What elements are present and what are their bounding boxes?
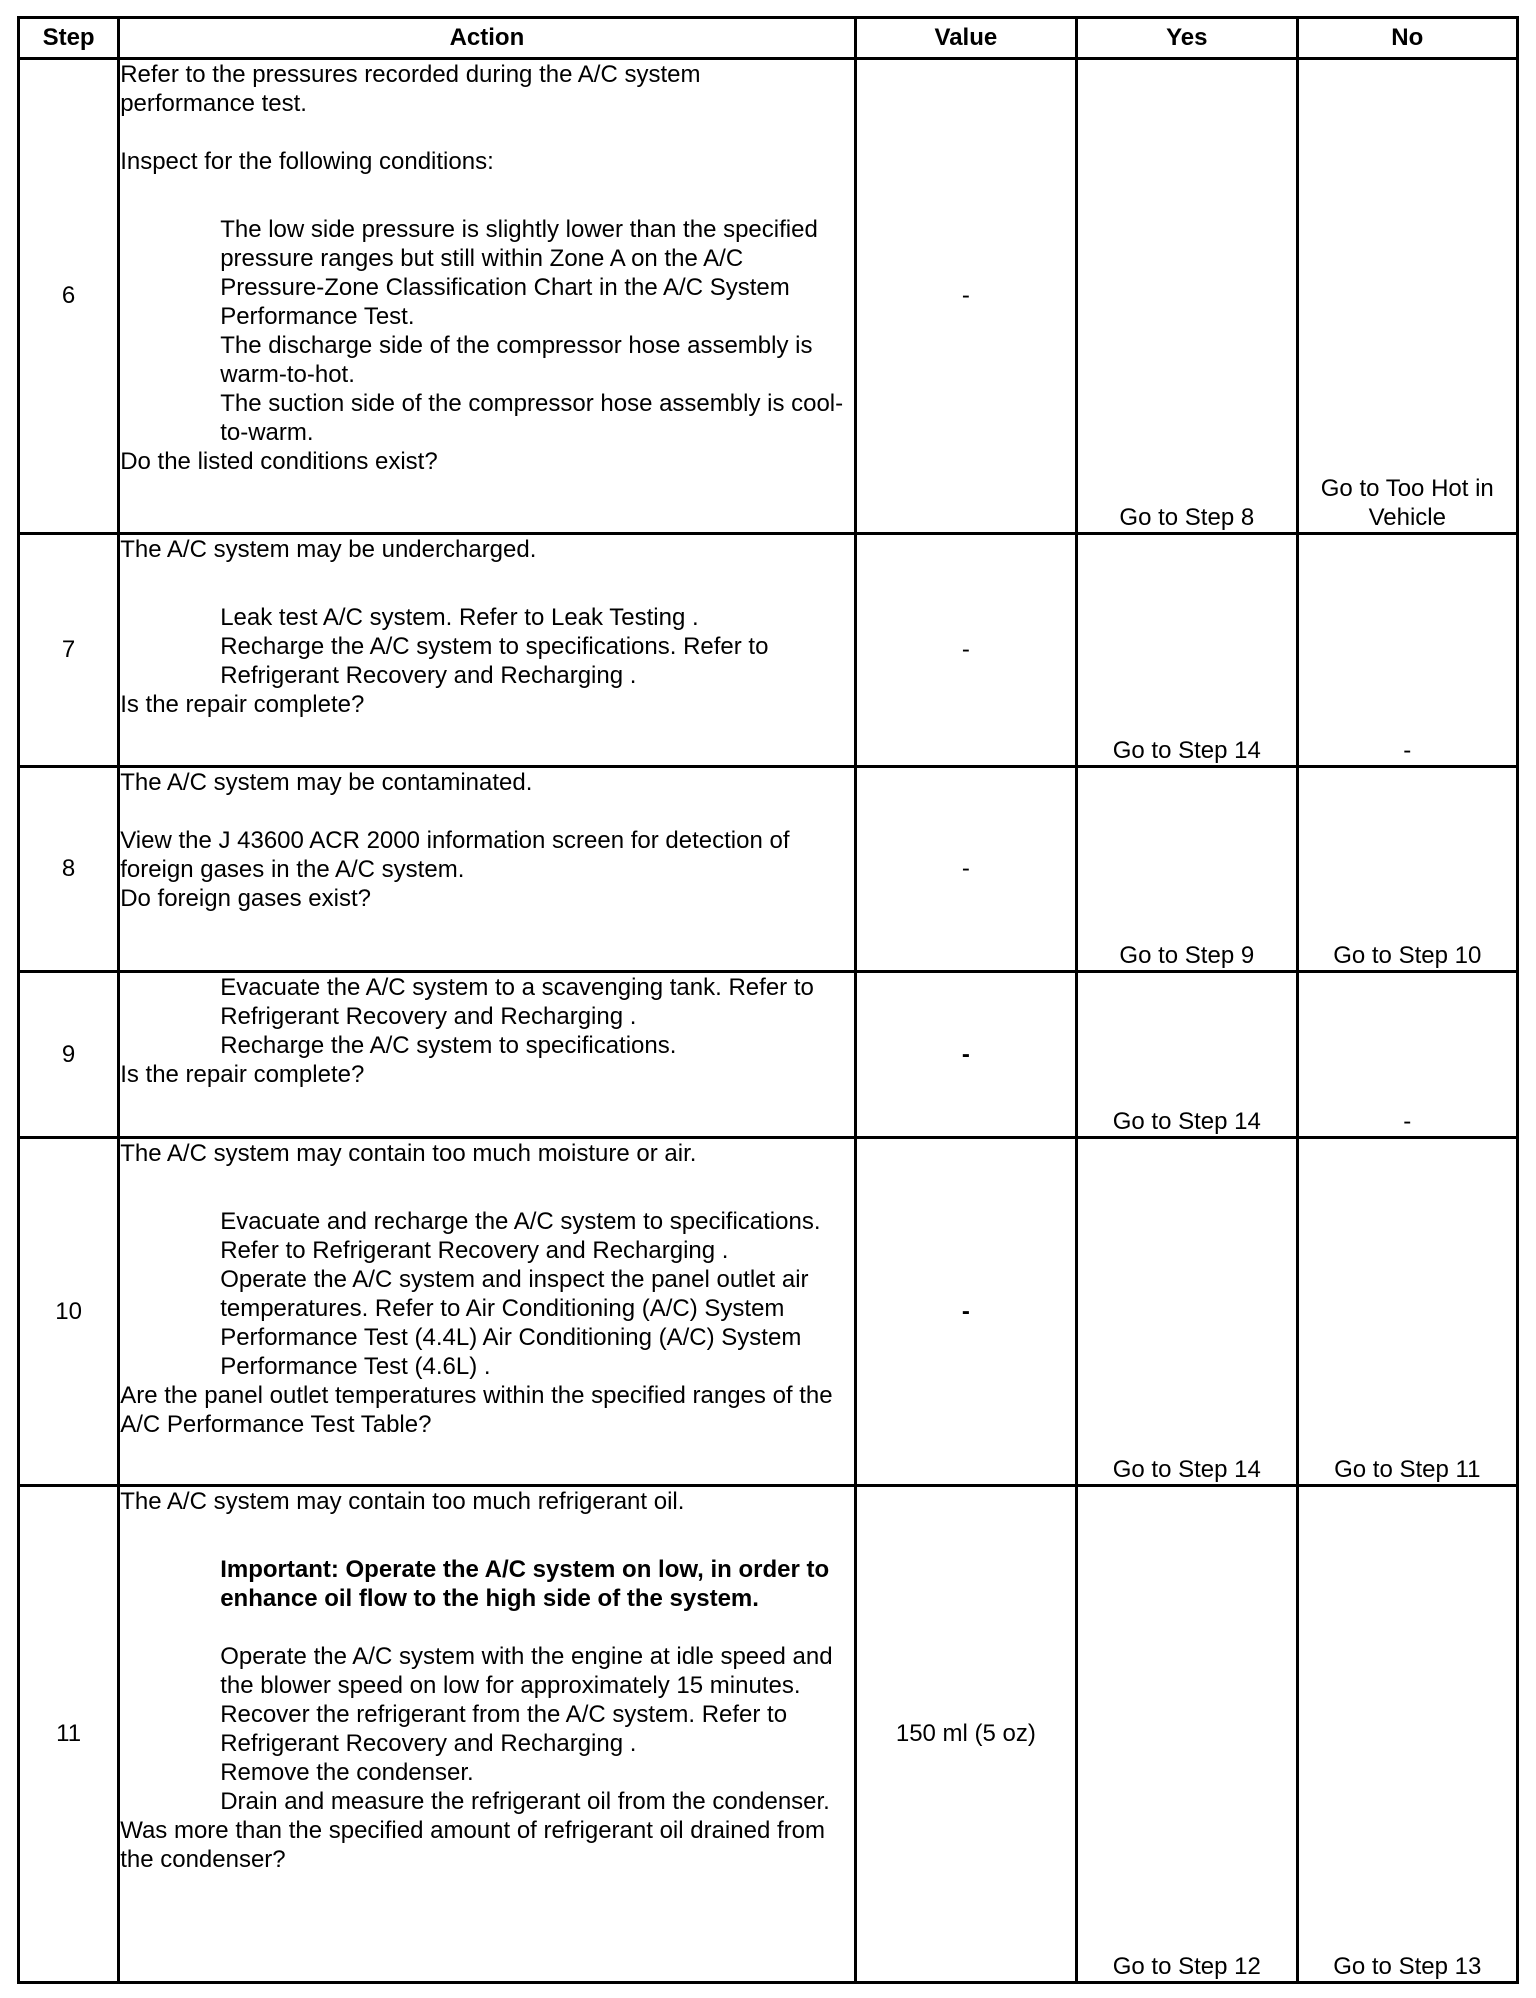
action-question: Is the repair complete?: [120, 1061, 365, 1088]
action-item: The low side pressure is slightly lower than the specified pressure ranges but still within Zone A on the A/C Pressure-Zone Classification Chart in the A/C System Performance Test.: [220, 216, 818, 330]
no-cell: Go to Step 11: [1297, 1138, 1517, 1486]
action-intro: The A/C system may contain too much refrigerant oil.: [120, 1488, 685, 1515]
action-intro: View the J 43600 ACR 2000 information screen for detection of foreign gases in the A/C system.: [120, 827, 790, 883]
action-item: Recharge the A/C system to specifications.: [220, 1032, 677, 1059]
action-question: Was more than the specified amount of refrigerant oil drained from the condenser?: [120, 1817, 825, 1873]
action-cell: [119, 767, 855, 972]
action-item: Leak test A/C system. Refer to Leak Testing .: [220, 604, 699, 631]
header-no: No: [1297, 18, 1517, 59]
header-action: Action: [119, 18, 855, 59]
action-intro: The A/C system may contain too much moisture or air.: [120, 1140, 697, 1167]
value-cell: -: [855, 767, 1076, 972]
action-cell: [119, 972, 855, 1138]
step-number: 6: [19, 59, 119, 534]
table-row: [19, 767, 1518, 972]
value-cell: -: [855, 1138, 1076, 1486]
action-intro: The A/C system may be undercharged.: [120, 536, 537, 563]
table-row: [19, 1486, 1518, 1983]
step-number: 7: [19, 534, 119, 767]
value-cell: -: [855, 59, 1076, 534]
value-cell: -: [855, 534, 1076, 767]
action-item: The suction side of the compressor hose assembly is cool-to-warm.: [220, 390, 844, 446]
no-cell: Go to Step 13: [1297, 1486, 1517, 1983]
action-item: Drain and measure the refrigerant oil from the condenser.: [220, 1788, 830, 1815]
action-item: Recover the refrigerant from the A/C system. Refer to Refrigerant Recovery and Recharging .: [220, 1701, 788, 1757]
yes-cell: Go to Step 14: [1077, 1138, 1297, 1486]
no-cell: Go to Too Hot in Vehicle: [1297, 59, 1517, 534]
yes-cell: Go to Step 12: [1077, 1486, 1297, 1983]
step-number: 9: [19, 972, 119, 1138]
action-item: Evacuate the A/C system to a scavenging tank. Refer to Refrigerant Recovery and Recharging .: [220, 974, 814, 1030]
step-number: 11: [19, 1486, 119, 1983]
action-item: Remove the condenser.: [220, 1759, 474, 1786]
action-item: Evacuate and recharge the A/C system to specifications. Refer to Refrigerant Recovery and Recharging .: [220, 1208, 821, 1264]
action-cell: [119, 1138, 855, 1486]
action-cell: [119, 534, 855, 767]
important-note: Important: Operate the A/C system on low, in order to enhance oil flow to the high side of the system.: [220, 1556, 830, 1612]
value-cell: -: [855, 972, 1076, 1138]
header-yes: Yes: [1077, 18, 1297, 59]
step-number: 8: [19, 767, 119, 972]
value-cell: 150 ml (5 oz): [855, 1486, 1076, 1983]
header-step: Step: [19, 18, 119, 59]
action-intro: The A/C system may be contaminated.: [120, 769, 533, 796]
action-item: Operate the A/C system with the engine at idle speed and the blower speed on low for approximately 15 minutes.: [220, 1643, 833, 1699]
yes-cell: Go to Step 8: [1077, 59, 1297, 534]
action-item: Operate the A/C system and inspect the panel outlet air temperatures. Refer to Air Conditioning (A/C) System Performance Test (4.4L) Air Conditioning (A/C) System Performance Test (4.6L) .: [220, 1266, 809, 1380]
action-cell: [119, 1486, 855, 1983]
table-row: [19, 972, 1518, 1138]
header-value: Value: [855, 18, 1076, 59]
yes-cell: Go to Step 14: [1077, 534, 1297, 767]
action-cell: [119, 59, 855, 534]
no-cell: -: [1297, 972, 1517, 1138]
action-intro: Refer to the pressures recorded during the A/C system performance test.: [120, 61, 701, 117]
yes-cell: Go to Step 14: [1077, 972, 1297, 1138]
no-cell: -: [1297, 534, 1517, 767]
yes-cell: Go to Step 9: [1077, 767, 1297, 972]
table-row: [19, 1138, 1518, 1486]
action-question: Is the repair complete?: [120, 691, 365, 718]
action-question: Do foreign gases exist?: [120, 885, 371, 912]
action-item: Recharge the A/C system to specifications. Refer to Refrigerant Recovery and Recharging .: [220, 633, 769, 689]
header-row: [19, 18, 1518, 59]
table-row: [19, 534, 1518, 767]
step-number: 10: [19, 1138, 119, 1486]
no-cell: Go to Step 10: [1297, 767, 1517, 972]
diagnostic-table: [17, 16, 1519, 1984]
action-intro: Inspect for the following conditions:: [120, 148, 494, 175]
action-question: Do the listed conditions exist?: [120, 448, 438, 475]
action-question: Are the panel outlet temperatures within the specified ranges of the A/C Performance Test Table?: [120, 1382, 833, 1438]
table-row: [19, 59, 1518, 534]
action-item: The discharge side of the compressor hose assembly is warm-to-hot.: [220, 332, 813, 388]
